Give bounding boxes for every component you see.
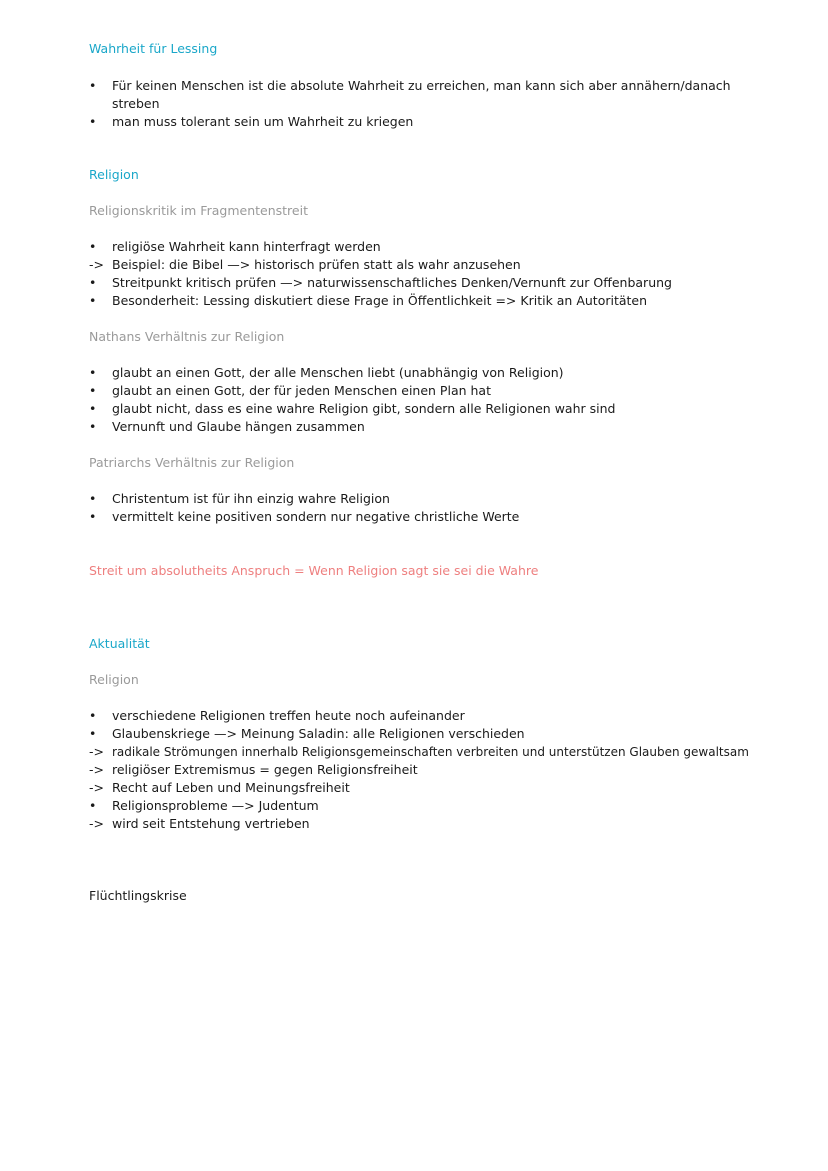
list-item-text: Vernunft und Glaube hängen zusammen <box>112 419 365 434</box>
bullet-marker: • <box>89 383 97 398</box>
list-item-text: verschiedene Religionen treffen heute noch aufeinander <box>112 708 465 723</box>
list-item-text: Christentum ist für ihn einzig wahre Religion <box>112 491 390 506</box>
bullet-marker: • <box>89 798 97 813</box>
list-item <box>89 274 672 292</box>
bullet-marker: • <box>89 275 97 290</box>
list-item <box>89 364 615 382</box>
subheading-patriarch: Patriarchs Verhältnis zur Religion <box>89 455 295 470</box>
list-item-text: glaubt an einen Gott, der für jeden Menschen einen Plan hat <box>112 383 491 398</box>
list-item <box>89 382 615 400</box>
bullet-marker: • <box>89 509 97 524</box>
bullet-marker: • <box>89 293 97 308</box>
list-item <box>89 418 615 436</box>
bullet-marker: • <box>89 401 97 416</box>
list-item-text: Beispiel: die Bibel —> historisch prüfen statt als wahr anzusehen <box>112 257 521 272</box>
bullet-marker: • <box>89 78 97 93</box>
list-item <box>89 725 749 743</box>
list-item <box>89 815 749 833</box>
list-item <box>89 400 615 418</box>
list-item <box>89 238 672 256</box>
arrow-marker: -> <box>89 780 104 795</box>
list-item-text: glaubt nicht, dass es eine wahre Religion gibt, sondern alle Religionen wahr sind <box>112 401 616 416</box>
arrow-marker: -> <box>89 744 104 759</box>
list-item-text: man muss tolerant sein um Wahrheit zu kriegen <box>112 114 414 129</box>
list-item-text: Besonderheit: Lessing diskutiert diese Frage in Öffentlichkeit => Kritik an Autoritäten <box>112 293 648 308</box>
list-item <box>89 508 519 526</box>
arrow-marker: -> <box>89 257 104 272</box>
list-item-text: Glaubenskriege —> Meinung Saladin: alle Religionen verschieden <box>112 726 525 741</box>
arrow-marker: -> <box>89 762 104 777</box>
list-item <box>89 292 672 310</box>
list-item <box>89 797 749 815</box>
list-item-text: Für keinen Menschen ist die absolute Wahrheit zu erreichen, man kann sich aber annähern/danach streben <box>112 78 731 111</box>
list-nathan <box>89 364 615 436</box>
list-item-text: glaubt an einen Gott, der alle Menschen liebt (unabhängig von Religion) <box>112 365 564 380</box>
highlight-streit: Streit um absolutheits Anspruch = Wenn Religion sagt sie sei die Wahre <box>89 563 539 578</box>
list-item-text: wird seit Entstehung vertrieben <box>112 816 310 831</box>
list-item <box>89 779 749 797</box>
bullet-marker: • <box>89 365 97 380</box>
list-item <box>89 707 749 725</box>
heading-fluechtlingskrise: Flüchtlingskrise <box>89 888 187 903</box>
list-aktualitaet-religion <box>89 707 749 833</box>
list-item-text: religiöse Wahrheit kann hinterfragt werden <box>112 239 381 254</box>
arrow-marker: -> <box>89 816 104 831</box>
bullet-marker: • <box>89 726 97 741</box>
list-item <box>89 77 739 113</box>
list-item <box>89 743 749 761</box>
list-item-text: radikale Strömungen innerhalb Religionsgemeinschaften verbreiten und unterstützen Glauben gewaltsam <box>112 745 749 759</box>
list-item <box>89 490 519 508</box>
list-item-text: Recht auf Leben und Meinungsfreiheit <box>112 780 350 795</box>
list-item-text: Streitpunkt kritisch prüfen —> naturwissenschaftliches Denken/Vernunft zur Offenbarung <box>112 275 672 290</box>
bullet-marker: • <box>89 419 97 434</box>
heading-aktualitaet: Aktualität <box>89 636 150 651</box>
list-item <box>89 256 672 274</box>
list-item-text: Religionsprobleme —> Judentum <box>112 798 319 813</box>
bullet-marker: • <box>89 239 97 254</box>
list-item-text: vermittelt keine positiven sondern nur negative christliche Werte <box>112 509 520 524</box>
subheading-aktualitaet-religion: Religion <box>89 672 139 687</box>
heading-wahrheit: Wahrheit für Lessing <box>89 41 218 56</box>
subheading-religionskritik: Religionskritik im Fragmentenstreit <box>89 203 308 218</box>
list-item <box>89 113 739 131</box>
list-patriarch <box>89 490 519 526</box>
list-item-text: religiöser Extremismus = gegen Religionsfreiheit <box>112 762 418 777</box>
list-item <box>89 761 749 779</box>
list-wahrheit <box>89 77 739 131</box>
heading-religion: Religion <box>89 167 139 182</box>
subheading-nathan: Nathans Verhältnis zur Religion <box>89 329 285 344</box>
bullet-marker: • <box>89 114 97 129</box>
bullet-marker: • <box>89 491 97 506</box>
bullet-marker: • <box>89 708 97 723</box>
list-religionskritik <box>89 238 672 310</box>
